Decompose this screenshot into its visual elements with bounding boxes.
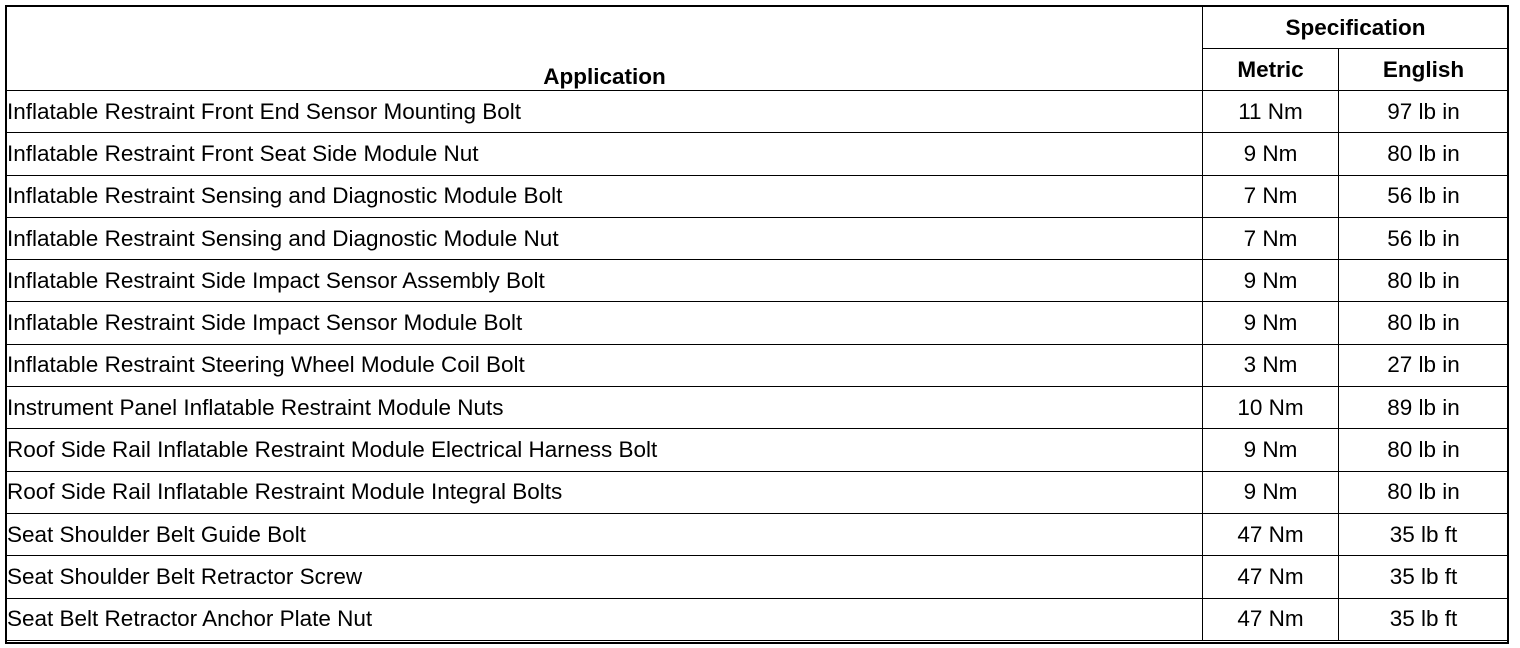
english-cell: 80 lb in: [1339, 429, 1509, 471]
metric-cell: 47 Nm: [1203, 556, 1339, 598]
table-body: [7, 91, 1509, 641]
table-row: [7, 429, 1509, 471]
application-cell: Inflatable Restraint Front Seat Side Module Nut: [7, 133, 1203, 175]
english-cell: 97 lb in: [1339, 91, 1509, 133]
english-cell: 56 lb in: [1339, 175, 1509, 217]
metric-cell: 11 Nm: [1203, 91, 1339, 133]
table-row: [7, 387, 1509, 429]
metric-cell: 9 Nm: [1203, 471, 1339, 513]
english-cell: 80 lb in: [1339, 471, 1509, 513]
english-column-header: English: [1339, 49, 1509, 91]
metric-cell: 7 Nm: [1203, 175, 1339, 217]
table-row: [7, 217, 1509, 259]
header-row-top: [7, 7, 1509, 49]
english-cell: 35 lb ft: [1339, 598, 1509, 640]
metric-cell: 10 Nm: [1203, 387, 1339, 429]
application-cell: Inflatable Restraint Side Impact Sensor Assembly Bolt: [7, 260, 1203, 302]
english-cell: 35 lb ft: [1339, 513, 1509, 555]
application-cell: Inflatable Restraint Side Impact Sensor Module Bolt: [7, 302, 1203, 344]
application-cell: Inflatable Restraint Front End Sensor Mounting Bolt: [7, 91, 1203, 133]
application-column-header: Application: [7, 7, 1203, 91]
table-row: [7, 133, 1509, 175]
metric-column-header: Metric: [1203, 49, 1339, 91]
english-cell: 89 lb in: [1339, 387, 1509, 429]
metric-cell: 3 Nm: [1203, 344, 1339, 386]
metric-cell: 9 Nm: [1203, 429, 1339, 471]
metric-cell: 7 Nm: [1203, 217, 1339, 259]
metric-cell: 47 Nm: [1203, 598, 1339, 640]
table-row: [7, 598, 1509, 640]
metric-cell: 9 Nm: [1203, 260, 1339, 302]
metric-cell: 9 Nm: [1203, 302, 1339, 344]
application-cell: Seat Shoulder Belt Guide Bolt: [7, 513, 1203, 555]
fastener-specification-table: [6, 6, 1509, 641]
table-row: [7, 471, 1509, 513]
metric-cell: 9 Nm: [1203, 133, 1339, 175]
application-cell: Seat Belt Retractor Anchor Plate Nut: [7, 598, 1203, 640]
application-cell: Inflatable Restraint Sensing and Diagnostic Module Nut: [7, 217, 1203, 259]
english-cell: 27 lb in: [1339, 344, 1509, 386]
table-row: [7, 556, 1509, 598]
table-row: [7, 302, 1509, 344]
table-row: [7, 175, 1509, 217]
english-cell: 80 lb in: [1339, 260, 1509, 302]
application-cell: Roof Side Rail Inflatable Restraint Module Integral Bolts: [7, 471, 1203, 513]
application-cell: Roof Side Rail Inflatable Restraint Module Electrical Harness Bolt: [7, 429, 1203, 471]
table-row: [7, 91, 1509, 133]
english-cell: 35 lb ft: [1339, 556, 1509, 598]
metric-cell: 47 Nm: [1203, 513, 1339, 555]
table-header: [7, 7, 1509, 91]
application-cell: Seat Shoulder Belt Retractor Screw: [7, 556, 1203, 598]
application-cell: Inflatable Restraint Steering Wheel Module Coil Bolt: [7, 344, 1203, 386]
english-cell: 80 lb in: [1339, 133, 1509, 175]
table-row: [7, 513, 1509, 555]
english-cell: 56 lb in: [1339, 217, 1509, 259]
application-cell: Instrument Panel Inflatable Restraint Module Nuts: [7, 387, 1203, 429]
application-cell: Inflatable Restraint Sensing and Diagnostic Module Bolt: [7, 175, 1203, 217]
english-cell: 80 lb in: [1339, 302, 1509, 344]
table-row: [7, 260, 1509, 302]
specification-column-header: Specification: [1203, 7, 1509, 49]
table-row: [7, 344, 1509, 386]
